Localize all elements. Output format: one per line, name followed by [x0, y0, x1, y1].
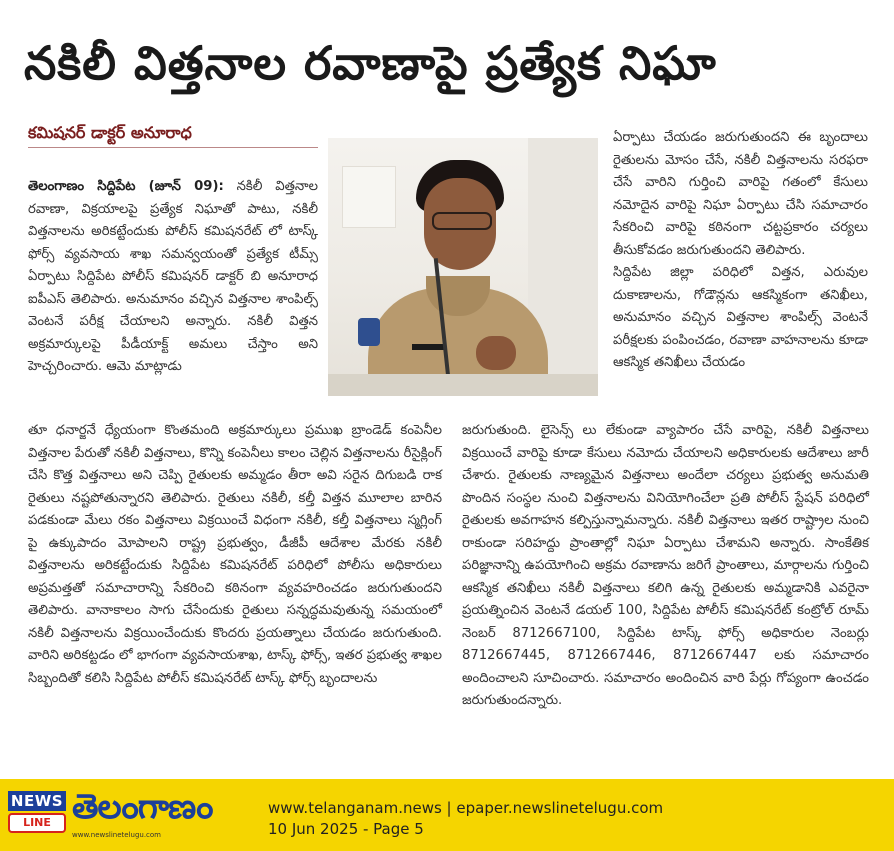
photo-nameplate — [412, 344, 444, 350]
footer-date-page: 10 Jun 2025 - Page 5 — [268, 820, 424, 838]
photo-hand — [476, 336, 516, 370]
article-column-3 — [462, 420, 869, 713]
article-column-1 — [28, 176, 318, 379]
article-wide-column — [28, 420, 442, 690]
newsline-logo-top: NEWS — [8, 791, 66, 811]
photo-glasses — [432, 212, 492, 230]
newsline-logo — [8, 791, 66, 837]
footer-urls[interactable]: www.telanganam.news | epaper.newslinetelugu.com — [268, 799, 664, 817]
article-col3-text: జరుగుతుంది. లైసెన్స్ లు లేకుండా వ్యాపారం చేసే వారిపై, నకిలీ విత్తనాలు విక్రయించే వారిపై కూడా కేసులు నమోదు చేయాలని అధికారులకు ఆదేశాలు జారీ చేశారు. రైతులకు నాణ్యమైన విత్తనాలు అందేలా చర్యలు ప్రభుత్వ అనుమతి పొందిన సంస్థల నుంచి విత్తనాలను వినియోగించేలా ప్రతి పోలీస్ స్టేషన్ పరిధిలో రైతులకు అవగాహన కల్పిస్తున్నామన్నారు. నకిలీ విత్తనాలు ఇతర రాష్ట్రాల నుంచి రాకుండా సరిహద్దు ప్రాంతాల్లో నిఘా ఏర్పాటు చేశామని అన్నారు. సాంకేతిక పరిజ్ఞానాన్ని ఉపయోగించి అక్రమ రవాణాను జరిగే ప్రాంతాలు, మార్గాలను గుర్తించి ఆకస్మిక తనిఖీలు నకిలీ విత్తనాలు కలిగి ఉన్న రైతులకు అమ్మడానికి ఎవరైనా ప్రయత్నించిన వెంటనే డయల్ 100, సిద్దిపేట పోలీస్ కమిషనరేట్ కంట్రోల్ రూమ్ నెంబర్ 8712667100, సిద్దిపేట టాస్క్ ఫోర్స్ అధికారుల నెంబర్లు 8712667445, 8712667446, 8712667447 లకు సమాచారం అందించాలని సూచించారు. సమాచారం అందించిన వారి పేర్లు గోప్యంగా ఉంచడం జరుగుతుందన్నారు. — [462, 423, 869, 708]
headline: నకిలీ విత్తనాల రవాణాపై ప్రత్యేక నిఘా — [24, 36, 717, 90]
photo-window — [342, 166, 396, 228]
newsline-logo-bottom: LINE — [8, 813, 66, 833]
article-lead: తెలంగాణం సిద్దిపేట (జూన్ 09): — [28, 179, 224, 194]
brand-website: www.newslinetelugu.com — [72, 831, 161, 839]
byline: కమిషనర్ డాక్టర్ అనూరాధ — [28, 123, 192, 142]
article-col2-text: ఏర్పాటు చేయడం జరుగుతుందని ఈ బృందాలు రైతులను మోసం చేసే, నకిలీ విత్తనాలను సరఫరా చేసే వారిని గుర్తించి వారిపై గతంలో కేసులు నమోదైన వారిపై నిఘా ఏర్పాటు చేసి సమాచారం సేకరించి వారిపై కఠినంగా చట్టప్రకారం చర్యలు తీసుకోవడం జరుగుతుందని తెలిపారు. — [613, 130, 868, 258]
byline-rule — [28, 147, 318, 148]
police-badge-icon — [358, 318, 380, 346]
article-column-2 — [613, 127, 868, 375]
article-col1-text: నకిలీ విత్తనాల రవాణా, విక్రయాలపై ప్రత్యేక నిఘాతో పాటు, నకిలీ విత్తనాలను అరికట్టేందుకు పోలీస్ కమిషనరేట్ లో టాస్క్ ఫోర్స్ వ్యవసాయ శాఖ సమన్వయంతో ప్రత్యేక టీమ్స్ ఏర్పాటు సిద్దిపేట పోలీస్ కమిషనర్ డాక్టర్ బి అనూరాధ ఐపీఎస్ తెలిపారు. అనుమానం వచ్చిన విత్తనాల శాంపిల్స్ వెంటనే పరీక్ష చేయాలని అన్నారు. నకిలీ విత్తన అక్రమార్కులపై పీడీయాక్ట్ అమలు చేస్తాం అని హెచ్చరించారు. ఆమె మాట్లాడు — [28, 179, 318, 374]
photo-desk — [328, 374, 598, 396]
commissioner-photo — [328, 138, 598, 396]
article-wide-text: తూ ధనార్జనే ధ్యేయంగా కొంతమంది అక్రమార్కులు ప్రముఖ బ్రాండెడ్ కంపెనీల విత్తనాల పేరుతో నకిలీ విత్తనాలు, కొన్ని కంపెనీలు కాలం చెల్లిన విత్తనాలను రీసైక్లింగ్ చేసి కొత్త విత్తనాలు అని చెప్పి రైతులకు అమ్మడం తీరా అవి సరైన దిగుబడి రాక రైతులు నష్టపోతున్నారని తెలిపారు. రైతులు నకిలీ, కల్తీ విత్తన మూలాల బారిన పడకుండా మేలు రకం విత్తనాలు విక్రయించే విధంగా నకిలీ, కల్తీ విత్తనాలు స్మగ్లింగ్ పై ఉక్కుపాదం మోపాలని రాష్ట్ర ప్రభుత్వం, డీజీపీ ఆదేశాల మేరకు నకిలీ విత్తనాలను అరికట్టేందుకు సిద్దిపేట కమిషనరేట్ పరిధిలో పోలీసు అధికారులు అప్రమత్తతో సమాచారాన్ని సేకరించి కఠినంగా వ్యవహరించడం జరుగుతుందని తెలిపారు. వానాకాలం సాగు చేసేందుకు రైతులు సన్నద్ధమవుతున్న సమయంలో నకిలీ విత్తనాలను విక్రయించేందుకు కొందరు ప్రయత్నాలు చేయడం జరుగుతుంది. వారిని అరికట్టడం లో భాగంగా వ్యవసాయశాఖ, టాస్క్ ఫోర్స్, ఇతర ప్రభుత్వ శాఖల సిబ్బందితో కలిసి సిద్దిపేట పోలీస్ కమిషనరేట్ టాస్క్ ఫోర్స్ బృందాలను — [28, 423, 442, 686]
telanganam-brand: తెలంగాణం — [72, 787, 213, 827]
article-col2b-text: సిద్దిపేట జిల్లా పరిధిలో విత్తన, ఎరువుల దుకాణాలను, గోడౌన్లను ఆకస్మికంగా తనిఖీలు, అనుమానం వచ్చిన విత్తనాల శాంపిల్స్ వెంటనే పరీక్షలకు పంపించడం, రవాణా వాహనాలను కూడా ఆకస్మిక తనిఖీలు చేయడం — [613, 265, 868, 370]
